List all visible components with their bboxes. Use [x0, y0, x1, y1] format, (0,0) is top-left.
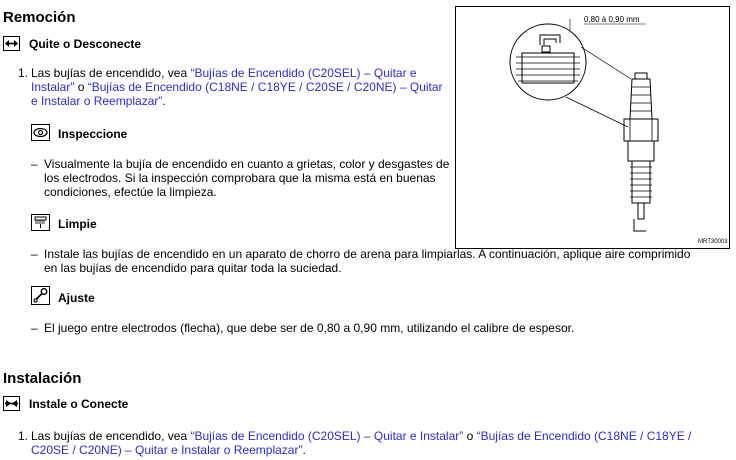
eye-icon — [31, 124, 50, 141]
removal-step-text — [31, 66, 451, 108]
install-arrows-icon — [3, 396, 20, 411]
link-c20sel-install[interactable]: “Bujías de Encendido (C20SEL) – Quitar e Instalar” — [190, 429, 464, 443]
adjust-text: El juego entre electrodos (flecha), que debe ser de 0,80 a 0,90 mm, utilizando el calibre de espesor. — [44, 321, 575, 335]
install-step-mid: o — [463, 429, 477, 443]
spark-plug-drawing — [456, 7, 729, 248]
gap-label: 0,80 à 0,90 mm — [584, 15, 640, 24]
link-c18ne-remove[interactable]: “Bujías de Encendido (C18NE / C18YE / C20SE / C20NE) – Quitar e Instalar o Reemplazar” — [31, 80, 443, 108]
inspect-title: Inspeccione — [58, 127, 128, 141]
install-step-number: 1. — [18, 429, 29, 443]
install-step-pre: Las bujías de encendido, vea — [31, 429, 191, 443]
inspect-dash: – — [31, 157, 38, 171]
link-c20sel-remove[interactable]: “Bujías de Encendido (C20SEL) – Quitar e Instalar” — [31, 66, 417, 94]
removal-step-mid: o — [74, 80, 88, 94]
link-c18ne-install[interactable]: “Bujías de Encendido (C18NE / C18YE / C20SE / C20NE) – Quitar e Instalar o Reemplazar” — [31, 429, 692, 457]
removal-heading: Remoción — [3, 9, 76, 26]
spark-plug-figure — [455, 6, 730, 249]
clean-title: Limpie — [58, 217, 97, 231]
install-step-text — [31, 429, 731, 457]
remove-step-title: Quite o Desconecte — [29, 37, 142, 51]
adjust-title: Ajuste — [58, 291, 95, 305]
remove-arrows-icon — [3, 36, 20, 51]
clean-text — [44, 247, 704, 275]
figure-ref: MRT30003 — [698, 239, 728, 245]
removal-step-pre: Las bujías de encendido, vea — [31, 66, 191, 80]
install-step-post: . — [302, 443, 306, 457]
inspect-text: Visualmente la bujía de encendido en cuanto a grietas, color y desgastes de los electrodos. Si la inspección comprobara que la misma está en buenas condiciones, efectúe la limpieza. — [44, 157, 450, 199]
wrench-adjust-icon — [31, 286, 50, 305]
clean-dash: – — [31, 247, 38, 261]
removal-step-post: . — [162, 94, 166, 108]
adjust-dash: – — [31, 321, 38, 335]
clean-brush-icon — [31, 214, 50, 231]
install-step-title: Instale o Conecte — [29, 397, 129, 411]
clean-text-content: Instale las bujías de encendido en un aparato de chorro de arena para limpiarlas. A continuación, aplique aire comprimido en las bujías de encendido para quitar toda la suciedad. — [44, 247, 691, 275]
removal-step-number: 1. — [18, 66, 29, 80]
installation-heading: Instalación — [3, 370, 82, 387]
